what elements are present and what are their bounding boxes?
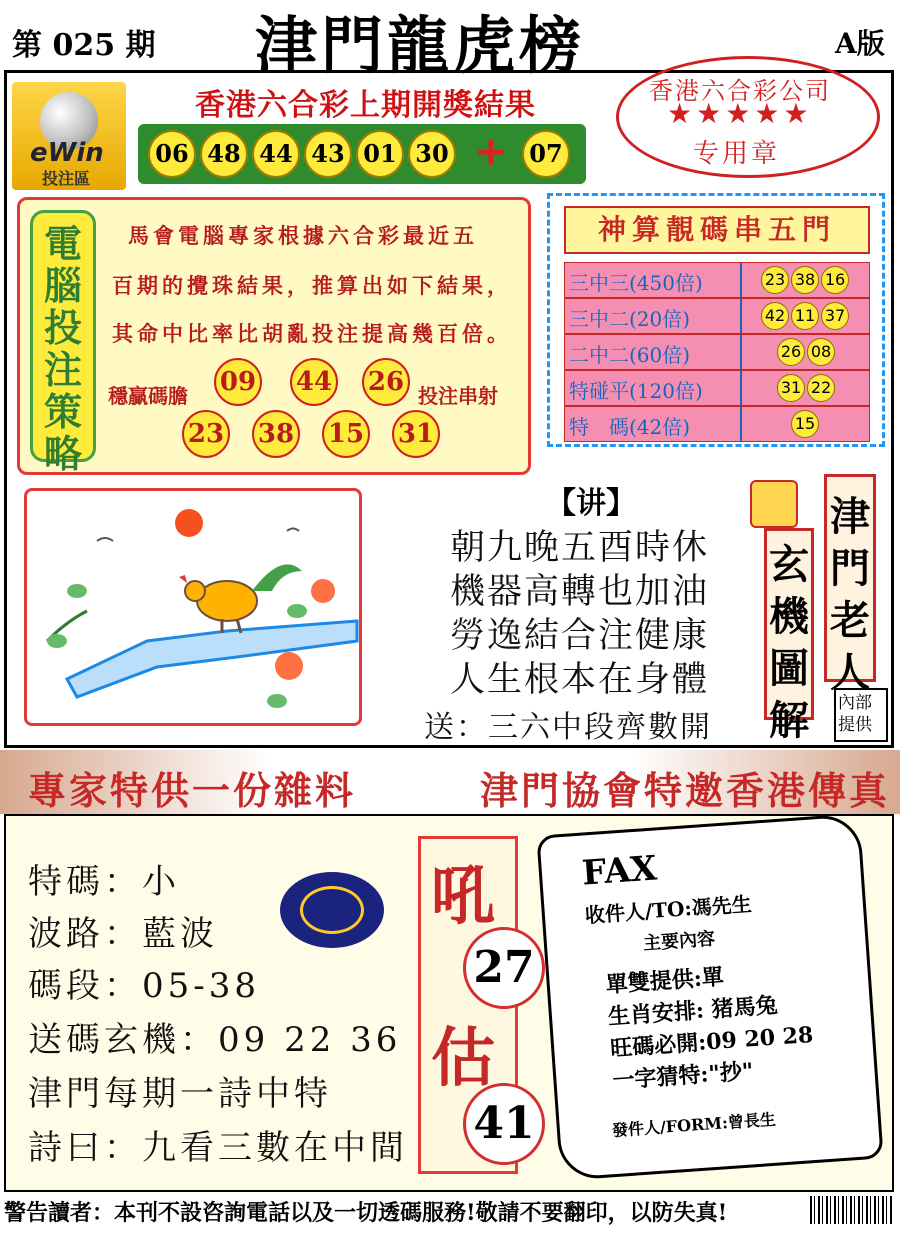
result-ball: 06 — [148, 130, 196, 178]
seal-bottom-text: 专用章 — [693, 139, 781, 169]
strategy-side-text: 電腦投注策略 — [43, 222, 82, 476]
result-ball: 44 — [252, 130, 300, 178]
five-gate-ball: 08 — [807, 338, 835, 366]
hou-char: 吼 — [431, 859, 495, 934]
fax-title: FAX — [580, 848, 659, 894]
fax-content-label: 主要內容 — [642, 928, 716, 955]
strategy-ball: 09 — [214, 358, 262, 406]
lower-line: 津門每期一詩中特 — [28, 1074, 332, 1114]
gu-char: 估 — [431, 1021, 495, 1096]
sun-icon — [175, 509, 203, 537]
five-gate-row — [564, 262, 870, 298]
strategy-label-right: 投注串射 — [418, 384, 498, 408]
plus-sign: + — [474, 128, 508, 175]
row-divider — [740, 371, 742, 405]
ewin-logo — [12, 82, 126, 190]
lower-line: 波路：藍波 — [28, 914, 218, 954]
five-gate-label: 特 碼(42倍) — [569, 415, 691, 439]
row-divider — [740, 299, 742, 333]
five-gate-ball: 37 — [821, 302, 849, 330]
ewin-sub-text: 投注區 — [42, 169, 91, 188]
five-gate-ball: 31 — [777, 374, 805, 402]
seal-stars: ★★★★★ — [667, 97, 813, 130]
poem-line: 人生根本在身體 — [450, 660, 710, 700]
banner-band — [0, 750, 900, 814]
fax-line: 一字猜特:"抄" — [611, 1058, 755, 1094]
page-title: 津門龍虎榜 — [255, 9, 586, 82]
five-gate-ball: 16 — [821, 266, 849, 294]
fax-line: 生肖安排: 猪馬兔 — [607, 992, 779, 1031]
xuanji-box — [764, 528, 814, 744]
row-divider — [740, 335, 742, 369]
rooster-illustration — [24, 488, 362, 726]
issue-number: 第 025 期 — [12, 28, 156, 63]
poem-heading: 【讲】 — [546, 486, 636, 521]
five-gate-ball: 23 — [761, 266, 789, 294]
fax-line: 單雙提供:單 — [605, 964, 725, 999]
lower-line: 特碼：小 — [28, 862, 180, 902]
lower-line: 送碼玄機：09 22 36 — [28, 1020, 402, 1060]
band-right-text: 津門協會特邀香港傳真 — [480, 768, 891, 813]
strategy-line: 百期的攪珠結果，推算出如下結果， — [112, 273, 512, 298]
five-gate-label: 二中二(60倍) — [569, 343, 691, 367]
strategy-ball: 31 — [392, 410, 440, 458]
row-divider — [740, 407, 742, 441]
fist-icon — [750, 480, 798, 528]
strategy-ball: 23 — [182, 410, 230, 458]
band-left-text: 專家特供一份雜料 — [28, 768, 357, 813]
ewin-logo-text: eWin — [30, 138, 104, 168]
poem-line: 朝九晚五酉時休 — [450, 528, 710, 568]
company-seal — [616, 56, 880, 178]
strategy-box — [17, 197, 531, 475]
special-ball: 07 — [522, 130, 570, 178]
five-gate-ball: 26 — [777, 338, 805, 366]
five-gate-row — [564, 298, 870, 334]
strategy-ball: 44 — [290, 358, 338, 406]
footer-warning: 警告讀者：本刊不設咨詢電話以及一切透碼服務!敬請不要翻印，以防失真! — [4, 1200, 728, 1226]
row-divider — [740, 263, 742, 297]
result-ball: 43 — [304, 130, 352, 178]
fax-from: 發件人/FORM:曾長生 — [611, 1109, 777, 1141]
logo-emblem-icon — [300, 886, 364, 934]
result-ball: 01 — [356, 130, 404, 178]
five-gate-label: 三中二(20倍) — [569, 307, 691, 331]
lower-line: 碼段：05-38 — [28, 966, 261, 1006]
five-gate-row — [564, 406, 870, 442]
five-gate-label: 三中三(450倍) — [569, 271, 703, 295]
five-gate-label: 特碰平(120倍) — [569, 379, 703, 403]
strategy-ball: 38 — [252, 410, 300, 458]
xuanji-text: 玄機圖解 — [769, 541, 809, 744]
barcode-icon — [810, 1196, 894, 1224]
strategy-ball: 15 — [322, 410, 370, 458]
five-gate-ball: 11 — [791, 302, 819, 330]
rooster-on-branch-image — [27, 491, 359, 723]
laoren-box — [824, 474, 876, 696]
hou-number: 27 — [463, 927, 545, 1009]
five-gate-box — [547, 193, 885, 447]
edition-label: A版 — [835, 27, 885, 60]
result-ball: 30 — [408, 130, 456, 178]
strategy-label-left: 穩贏碼膽 — [108, 384, 188, 408]
result-title: 香港六合彩上期開獎結果 — [195, 88, 536, 123]
lower-line: 詩曰：九看三數在中間 — [28, 1128, 408, 1168]
strategy-line: 馬會電腦專家根據六合彩最近五 — [128, 223, 478, 248]
gu-number: 41 — [463, 1083, 545, 1165]
five-gate-ball: 42 — [761, 302, 789, 330]
strategy-side-label — [30, 210, 96, 476]
five-gate-row — [564, 334, 870, 370]
association-logo — [280, 872, 384, 948]
fax-line: 旺碼必開:09 20 28 — [609, 1021, 815, 1063]
result-strip — [138, 124, 586, 184]
seal-top-text: 香港六合彩公司 — [649, 77, 831, 105]
poem-send-line: 送：三六中段齊數開 — [424, 710, 712, 745]
poem-line: 勞逸結合注健康 — [450, 616, 710, 656]
strategy-ball: 26 — [362, 358, 410, 406]
five-gate-title: 神算靚碼串五門 — [564, 206, 870, 254]
poem-line: 機器高轉也加油 — [450, 572, 710, 612]
five-gate-ball: 22 — [807, 374, 835, 402]
five-gate-row — [564, 370, 870, 406]
result-ball: 48 — [200, 130, 248, 178]
hou-box — [418, 836, 535, 1174]
strategy-line: 其命中比率比胡亂投注提高幾百倍。 — [112, 321, 512, 346]
fax-to: 收件人/TO:馮先生 — [584, 891, 753, 928]
five-gate-ball: 15 — [791, 410, 819, 438]
inner-supply-box: 內部提供 — [834, 688, 888, 742]
fax-scroll — [536, 813, 883, 1181]
laoren-text: 津門老人 — [830, 493, 870, 696]
five-gate-ball: 38 — [791, 266, 819, 294]
